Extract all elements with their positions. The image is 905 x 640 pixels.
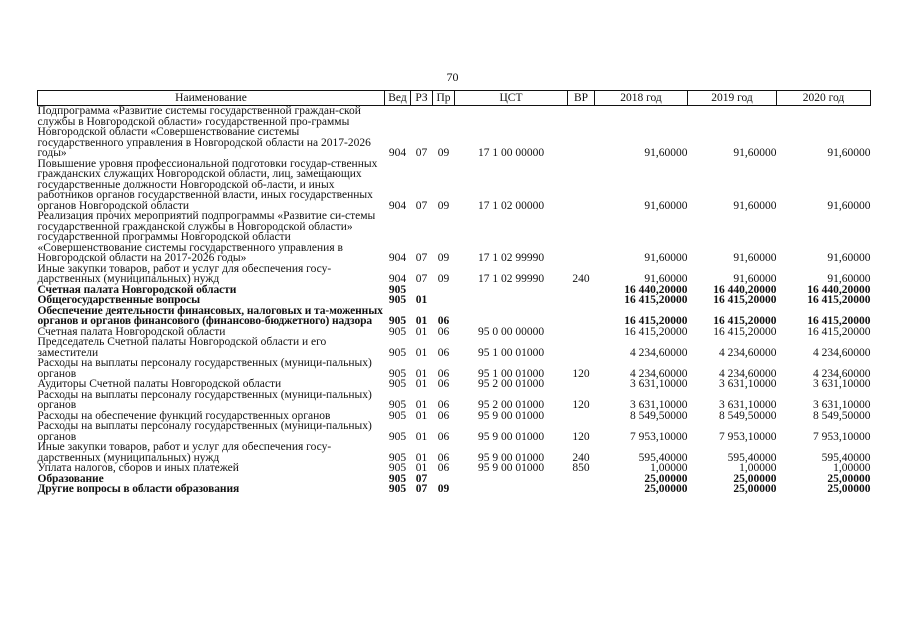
cell-ved: 905 [388, 315, 407, 327]
cell-rz: 01 [415, 294, 428, 306]
cell-pr: 09 [437, 147, 450, 159]
cell-name: Иные закупки товаров, работ и услуг для обеспечения госу-дарственных (муниципальных) нужд [37, 262, 332, 285]
cell-2018: 91,60000 [644, 273, 688, 285]
cell-name: Реализация прочих мероприятий подпрограммы «Развитие си-стемы государственной гражданской службы в Новгородской области» государственной программы Новгородской области «Совершенствование системы государственного управления в Новгородской области на 2017-2026 годы» [37, 210, 376, 264]
cell-2019: 16 415,20000 [713, 294, 777, 306]
cell-rz: 01 [415, 346, 428, 359]
cell-2020: 91,60000 [827, 147, 871, 159]
cell-name: Счетная палата Новгородской области [37, 283, 237, 296]
header-2020: 2020 год [777, 91, 871, 106]
cell-2018: 595,40000 [638, 451, 688, 464]
cell-cst: 17 1 02 99990 [477, 273, 545, 285]
cell-2019: 25,00000 [733, 483, 777, 495]
header-2018: 2018 год [595, 91, 688, 106]
table-header-row [38, 91, 871, 106]
cell-cst: 95 9 00 01000 [477, 430, 545, 443]
cell-ved: 905 [388, 399, 407, 411]
cell-cst [455, 474, 568, 485]
cell-name: Общегосударственные вопросы [37, 294, 200, 306]
cell-cst [455, 306, 568, 327]
cell-2019: 25,00000 [733, 472, 777, 485]
cell-rz: 01 [415, 367, 428, 380]
cell-rz: 01 [415, 315, 428, 327]
cell-2019: 8 549,50000 [719, 409, 777, 422]
cell-cst [455, 484, 568, 495]
header-name: Наименование [38, 91, 385, 106]
cell-pr: 06 [437, 409, 450, 422]
cell-name: Расходы на выплаты персоналу государственных (муници-пальных) органов [37, 388, 372, 411]
cell-ved: 905 [388, 409, 407, 422]
cell-vr [568, 484, 595, 495]
cell-rz: 07 [415, 147, 428, 159]
cell-pr: 06 [437, 315, 450, 327]
cell-2020: 91,60000 [827, 199, 871, 212]
cell-name: Расходы на выплаты персоналу государственных (муници-пальных) органов [37, 420, 372, 443]
cell-2020: 4 234,60000 [813, 367, 871, 380]
cell-2020: 91,60000 [827, 273, 871, 285]
cell-cst: 95 1 00 01000 [477, 367, 545, 380]
cell-2020: 25,00000 [827, 483, 871, 495]
cell-2019: 91,60000 [733, 252, 777, 264]
cell-rz: 01 [415, 399, 428, 411]
cell-name: Образование [37, 472, 104, 485]
table-row [38, 337, 871, 358]
cell-2018: 91,60000 [644, 147, 688, 159]
cell-2019: 595,40000 [727, 451, 777, 464]
cell-2020: 25,00000 [827, 472, 871, 485]
header-cst: ЦСТ [455, 91, 568, 106]
cell-2018: 1,00000 [650, 462, 688, 474]
cell-pr: 06 [437, 451, 450, 464]
cell-2020: 16 440,20000 [807, 283, 871, 296]
cell-ved: 905 [388, 283, 407, 296]
cell-ved: 905 [388, 483, 407, 495]
cell-2020: 16 415,20000 [807, 325, 871, 338]
cell-rz: 07 [415, 483, 428, 495]
cell-ved: 905 [388, 472, 407, 485]
cell-vr [568, 411, 595, 422]
cell-pr: 09 [437, 199, 450, 212]
cell-cst: 95 2 00 01000 [477, 378, 545, 390]
cell-2019: 16 415,20000 [713, 315, 777, 327]
header-vr: ВР [568, 91, 595, 106]
cell-cst: 95 9 00 01000 [477, 409, 545, 422]
cell-2020: 7 953,10000 [813, 430, 871, 443]
cell-cst: 95 9 00 01000 [477, 451, 545, 464]
cell-pr [433, 285, 455, 296]
cell-rz: 01 [415, 325, 428, 338]
cell-pr: 06 [437, 378, 450, 390]
table-row [38, 442, 871, 463]
table-row [38, 211, 871, 264]
cell-name: Повышение уровня профессиональной подготовки государ-ственных гражданских служащих Новгородской области, лиц, замещающих государственные должности Новгородской об-ласти, и иных работников органов государственной власти, иных государственных органов Новгородской области [37, 157, 378, 212]
cell-2018: 4 234,60000 [630, 367, 688, 380]
cell-rz: 01 [415, 430, 428, 443]
cell-ved: 905 [388, 462, 407, 474]
cell-ved: 905 [388, 294, 407, 306]
cell-ved: 905 [388, 367, 407, 380]
cell-2018: 16 415,20000 [624, 315, 688, 327]
cell-2018: 3 631,10000 [630, 378, 688, 390]
cell-vr [568, 211, 595, 264]
header-pr: Пр [433, 91, 455, 106]
cell-2018: 16 415,20000 [624, 325, 688, 338]
cell-2019: 16 440,20000 [713, 283, 777, 296]
cell-vr [568, 327, 595, 338]
cell-cst: 17 1 02 00000 [477, 199, 545, 212]
cell-cst: 95 0 00 00000 [477, 325, 545, 338]
cell-pr: 09 [437, 252, 450, 264]
cell-rz: 07 [415, 199, 428, 212]
cell-2019: 4 234,60000 [719, 367, 777, 380]
cell-cst: 17 1 02 99990 [477, 252, 545, 264]
table-row [38, 295, 871, 306]
page-number: 70 [446, 70, 459, 84]
cell-ved: 904 [388, 147, 407, 159]
cell-2020: 16 415,20000 [807, 315, 871, 327]
cell-rz: 01 [415, 462, 428, 474]
cell-pr: 09 [437, 483, 450, 495]
cell-pr: 06 [437, 367, 450, 380]
table-row [38, 463, 871, 474]
cell-2018: 16 440,20000 [624, 283, 688, 296]
header-ved: Вед [385, 91, 411, 106]
cell-name: Расходы на выплаты персоналу государственных (муници-пальных) органов [37, 357, 372, 380]
header-rz: РЗ [411, 91, 433, 106]
table-row [38, 159, 871, 212]
cell-ved: 905 [388, 346, 407, 359]
cell-2018: 7 953,10000 [630, 430, 688, 443]
header-2019: 2019 год [688, 91, 777, 106]
cell-2020: 3 631,10000 [813, 378, 871, 390]
cell-vr [568, 474, 595, 485]
cell-vr [568, 285, 595, 296]
cell-2019: 91,60000 [733, 199, 777, 212]
cell-2018: 25,00000 [644, 472, 688, 485]
budget-table [37, 90, 871, 495]
table-row [38, 106, 871, 159]
table-row [38, 390, 871, 411]
cell-vr: 120 [572, 367, 590, 380]
cell-2019: 3 631,10000 [719, 399, 777, 411]
cell-ved: 905 [388, 451, 407, 464]
cell-name: Председатель Счетной палаты Новгородской области и его заместители [37, 336, 327, 359]
cell-pr: 06 [437, 399, 450, 411]
table-row [38, 484, 871, 495]
cell-vr: 240 [572, 273, 590, 285]
cell-pr: 06 [437, 462, 450, 474]
cell-2019: 16 415,20000 [713, 325, 777, 338]
cell-2019: 91,60000 [733, 147, 777, 159]
cell-cst [455, 285, 568, 296]
cell-2018: 91,60000 [644, 199, 688, 212]
cell-cst: 95 9 00 01000 [477, 462, 545, 474]
cell-name: Обеспечение деятельности финансовых, налоговых и та-моженных органов и органов финансового (финансово-бюджетного) надзора [37, 304, 383, 327]
cell-vr [568, 379, 595, 390]
cell-pr: 06 [437, 325, 450, 338]
table-row [38, 358, 871, 379]
cell-cst: 17 1 00 00000 [477, 147, 545, 159]
cell-2018: 3 631,10000 [630, 399, 688, 411]
table-row [38, 421, 871, 442]
cell-2018: 16 415,20000 [624, 294, 688, 306]
table-row [38, 306, 871, 327]
cell-2020: 8 549,50000 [813, 409, 871, 422]
cell-ved: 905 [388, 430, 407, 443]
cell-rz: 01 [415, 451, 428, 464]
cell-pr [433, 295, 455, 306]
cell-rz: 07 [415, 472, 428, 485]
cell-2019: 3 631,10000 [719, 378, 777, 390]
cell-name: Счетная палата Новгородской области [37, 325, 226, 338]
table-row [38, 264, 871, 285]
cell-vr [568, 106, 595, 159]
cell-2020: 16 415,20000 [807, 294, 871, 306]
cell-ved: 904 [388, 273, 407, 285]
cell-ved: 904 [388, 199, 407, 212]
cell-2020: 1,00000 [833, 462, 871, 474]
cell-2018: 91,60000 [644, 252, 688, 264]
cell-name: Иные закупки товаров, работ и услуг для обеспечения госу-дарственных (муниципальных) нужд [37, 441, 332, 464]
cell-vr [568, 337, 595, 358]
cell-rz: 01 [415, 409, 428, 422]
cell-cst: 95 2 00 01000 [477, 399, 545, 411]
cell-vr: 120 [572, 430, 590, 443]
cell-vr: 120 [572, 399, 590, 411]
cell-2018: 25,00000 [644, 483, 688, 495]
cell-ved: 904 [388, 252, 407, 264]
cell-ved: 905 [388, 325, 407, 338]
cell-2020: 3 631,10000 [813, 399, 871, 411]
cell-cst: 95 1 00 01000 [477, 346, 545, 359]
cell-rz: 01 [415, 378, 428, 390]
cell-pr: 06 [437, 346, 450, 359]
cell-2020: 91,60000 [827, 252, 871, 264]
cell-name: Расходы на обеспечение функций государственных органов [37, 409, 331, 422]
cell-2019: 91,60000 [733, 273, 777, 285]
cell-pr: 06 [437, 430, 450, 443]
cell-name: Аудиторы Счетной палаты Новгородской области [37, 378, 282, 390]
cell-vr: 240 [572, 451, 590, 464]
cell-name: Другие вопросы в области образования [37, 483, 240, 495]
cell-vr [568, 295, 595, 306]
cell-2019: 7 953,10000 [719, 430, 777, 443]
cell-2020: 595,40000 [821, 451, 871, 464]
cell-cst [455, 295, 568, 306]
cell-pr: 09 [437, 273, 450, 285]
cell-ved: 905 [388, 378, 407, 390]
table-row [38, 379, 871, 390]
cell-2018: 4 234,60000 [630, 346, 688, 359]
cell-2019: 1,00000 [739, 462, 777, 474]
cell-name: Подпрограмма «Развитие системы государственной граждан-ской службы в Новгородской области» государственной про-граммы Новгородской области «Совершенствование системы государственного управления в Новгородской области на 2017-2026 годы» [37, 105, 371, 159]
cell-2018: 8 549,50000 [630, 409, 688, 422]
cell-rz: 07 [415, 252, 428, 264]
cell-rz: 07 [415, 273, 428, 285]
table-body [38, 106, 871, 495]
cell-vr [568, 306, 595, 327]
cell-vr: 850 [572, 462, 590, 474]
cell-name: Уплата налогов, сборов и иных платежей [37, 462, 239, 474]
cell-2019: 4 234,60000 [719, 346, 777, 359]
cell-vr [568, 159, 595, 212]
cell-2020: 4 234,60000 [813, 346, 871, 359]
